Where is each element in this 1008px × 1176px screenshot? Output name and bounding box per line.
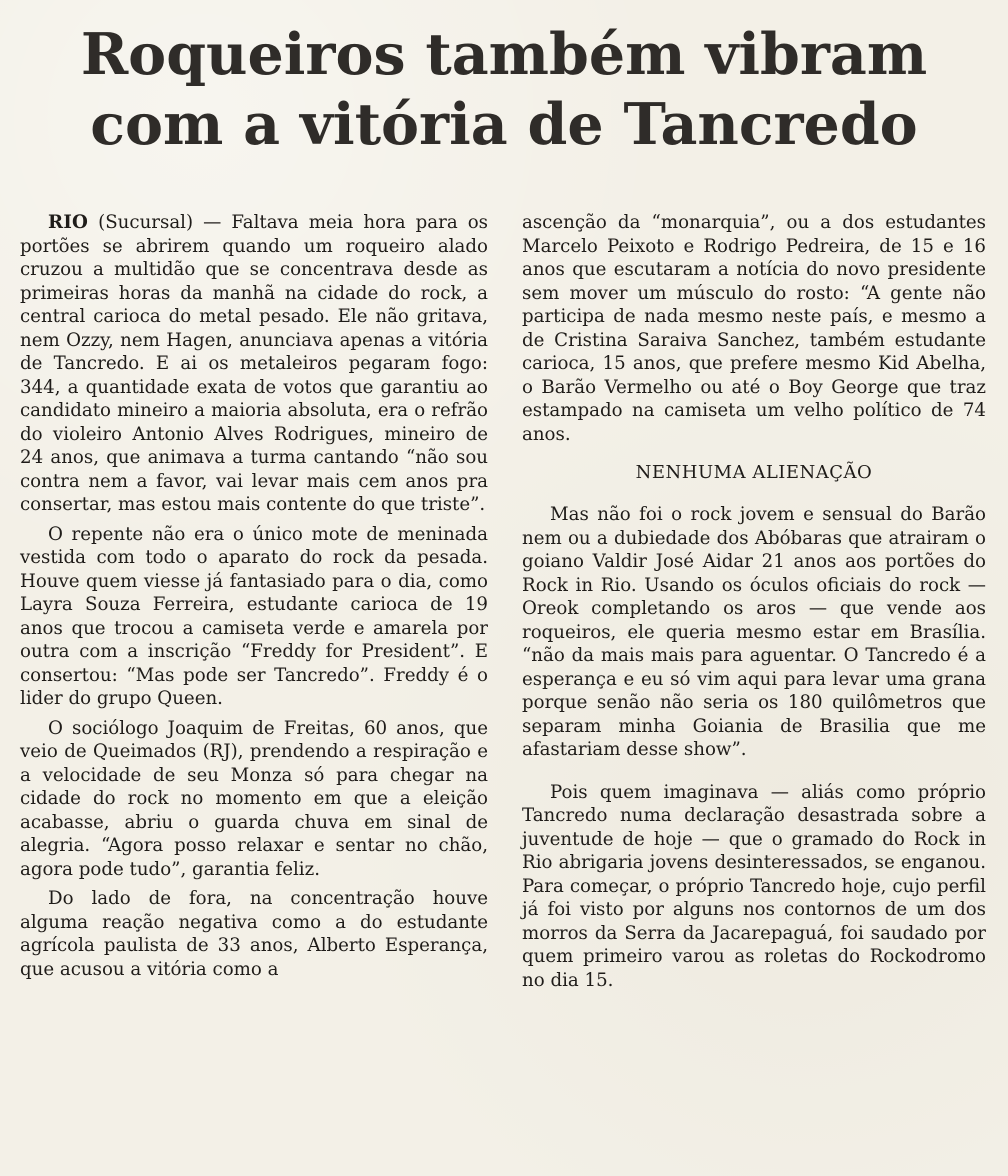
dateline: RIO	[48, 212, 89, 233]
paragraph-6: Mas não foi o rock jovem e sensual do Barão nem ou a dubiedade dos Abóbaras que atrairam o goiano Valdir José Aidar 21 anos aos portões do Rock in Rio. Usando os óculos oficiais do rock — Oreok completando os aros — que vende aos roqueiros, ele queria mesmo estar em Brasília. “não da mais mais para aguentar. O Tancredo é a esperança e eu só vim aqui para levar uma grana porque senão não seria os 180 quilômetros que separam minha Goiania de Brasilia que me afastariam desse show”.	[522, 504, 986, 760]
paragraph-7: Pois quem imaginava — aliás como próprio Tancredo numa declaração desastrada sobre a juventude de hoje — que o gramado do Rock in Rio abrigaria jovens desinteressados, se enganou. Para começar, o próprio Tancredo hoje, cujo perfil já foi visto por alguns nos contornos de um dos morros da Serra da Jacarepaguá, foi saudado por quem primeiro varou as roletas do Rockodromo no dia 15.	[522, 781, 986, 991]
paragraph-2: O repente não era o único mote de meninada vestida com todo o aparato do rock da pesada. Houve quem viesse já fantasiado para o dia, como Layra Souza Ferreira, estudante carioca de 19 anos que trocou a camiseta verde e amarela por outra com a inscrição “Freddy for President”. E consertou: “Mas pode ser Tancredo”. Freddy é o lider do grupo Queen.	[20, 523, 488, 709]
column-gap	[522, 762, 986, 781]
headline-line-1: Roqueiros também vibram	[80, 21, 928, 88]
paragraph-1	[20, 211, 488, 517]
headline-line-2: com a vitória de Tancredo	[90, 91, 918, 158]
section-subheading: NENHUMA ALIENAÇÃO	[635, 462, 873, 483]
paragraph-4: Do lado de fora, na concentração houve alguma reação negativa como a do estudante agrícola paulista de 33 anos, Alberto Esperança, que acusou a vitória como a	[20, 888, 488, 980]
paragraph-5: ascenção da “monarquia”, ou a dos estudantes Marcelo Peixoto e Rodrigo Pedreira, de 15 e 16 anos que escutaram a notícia do novo presidente sem mover um músculo do rosto: “A gente não participa de nada mesmo neste país, e mesmo a de Cristina Saraiva Sanchez, também estudante carioca, 15 anos, que prefere mesmo Kid Abelha, o Barão Vermelho ou até o Boy George que traz estampado na camiseta um velho político de 74 anos.	[522, 212, 986, 445]
headline	[14, 20, 994, 160]
article-column-right	[522, 211, 986, 992]
paragraph-1-body: (Sucursal) — Faltava meia hora para os portões se abrirem quando um roqueiro alado cruzou a multidão que se concentrava desde as primeiras horas da manhã na cidade do rock, a central carioca do metal pesado. Ele não gritava, nem Ozzy, nem Hagen, anunciava apenas a vitória de Tancredo. E ai os metaleiros pegaram fogo: 344, a quantidade exata de votos que garantiu ao candidato mineiro a maioria absoluta, era o refrão do violeiro Antonio Alves Rodrigues, mineiro de 24 anos, que animava a turma cantando “não sou contra nem a favor, vai levar mais cem anos pra consertar, mas estou mais contente do que triste”.	[20, 212, 488, 515]
paragraph-3: O sociólogo Joaquim de Freitas, 60 anos, que veio de Queimados (RJ), prendendo a respiração e a velocidade de seu Monza só para chegar na cidade do rock no momento em que a eleição acabasse, abriu o guarda chuva em sinal de alegria. “Agora posso relaxar e sentar no chão, agora pode tudo”, garantia feliz.	[20, 717, 488, 880]
article-column-left	[20, 211, 488, 981]
